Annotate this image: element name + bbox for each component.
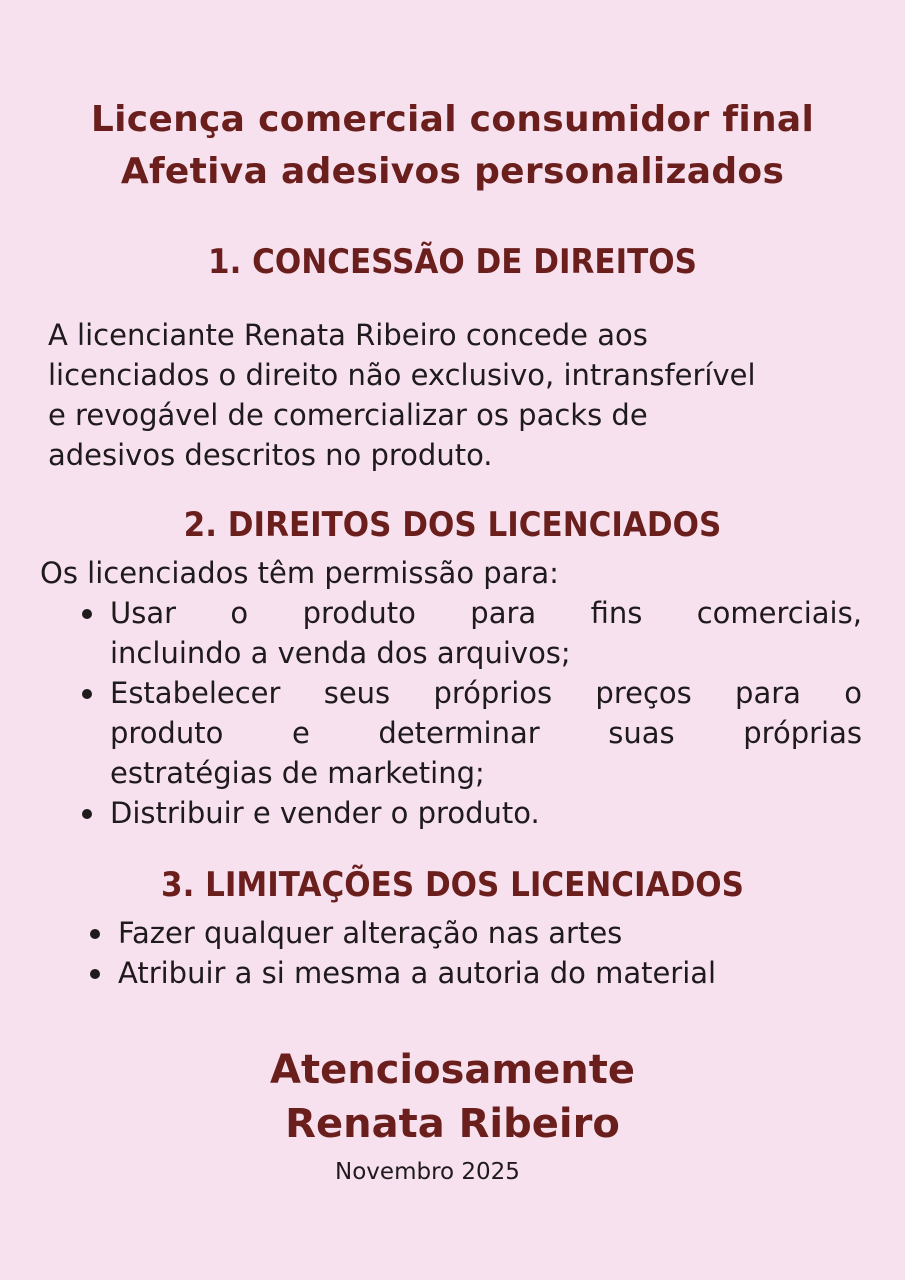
document-title [0, 94, 905, 198]
limitations-list [118, 913, 878, 993]
word: próprias [743, 716, 862, 750]
word: para [470, 596, 537, 630]
list-item [110, 793, 862, 833]
item-line: Distribuir e vender o produto. [110, 796, 540, 830]
word: para [735, 676, 801, 710]
bullet-icon [82, 809, 92, 819]
word: comerciais, [696, 596, 862, 630]
word: produto [110, 716, 224, 750]
section-2-heading: 2. DIREITOS DOS LICENCIADOS [183, 505, 722, 545]
permissions-list [110, 593, 862, 833]
word: próprios [433, 676, 553, 710]
word: Usar [110, 596, 177, 630]
paragraph-line: e revogável de comercializar os packs de [48, 398, 648, 432]
word: determinar [378, 716, 540, 750]
bullet-icon [82, 609, 92, 619]
paragraph-line: adesivos descritos no produto. [48, 438, 493, 472]
list-item [110, 673, 862, 793]
paragraph-line: A licenciante Renata Ribeiro concede aos [48, 318, 648, 352]
list-item [110, 593, 862, 673]
item-line: estratégias de marketing; [110, 756, 485, 790]
word: suas [608, 716, 675, 750]
word: o [844, 676, 862, 710]
signature-closing: Atenciosamente [270, 1047, 635, 1093]
section-3-heading: 3. LIMITAÇÕES DOS LICENCIADOS [161, 865, 744, 905]
title-line-2: Afetiva adesivos personalizados [120, 151, 785, 192]
word: seus [323, 676, 391, 710]
signature-block [0, 1043, 905, 1151]
word: o [230, 596, 249, 630]
word: produto [302, 596, 416, 630]
paragraph-line: licenciados o direito não exclusivo, intransferível [48, 358, 756, 392]
signature-name: Renata Ribeiro [285, 1101, 620, 1147]
section-2-intro: Os licenciados têm permissão para: [40, 556, 559, 590]
bullet-icon [90, 929, 100, 939]
item-line: Fazer qualquer alteração nas artes [118, 916, 623, 950]
item-line: incluindo a venda dos arquivos; [110, 636, 571, 670]
word: preços [595, 676, 692, 710]
bullet-icon [82, 689, 92, 699]
document-date: Novembro 2025 [335, 1159, 520, 1185]
list-item [118, 953, 878, 993]
word: fins [590, 596, 643, 630]
title-line-1: Licença comercial consumidor final [90, 99, 815, 140]
word: e [291, 716, 310, 750]
word: Estabelecer [110, 676, 281, 710]
list-item [118, 913, 878, 953]
section-1-paragraph [48, 315, 888, 475]
section-1-heading: 1. CONCESSÃO DE DIREITOS [208, 242, 697, 282]
item-line: Atribuir a si mesma a autoria do material [118, 956, 717, 990]
bullet-icon [90, 969, 100, 979]
